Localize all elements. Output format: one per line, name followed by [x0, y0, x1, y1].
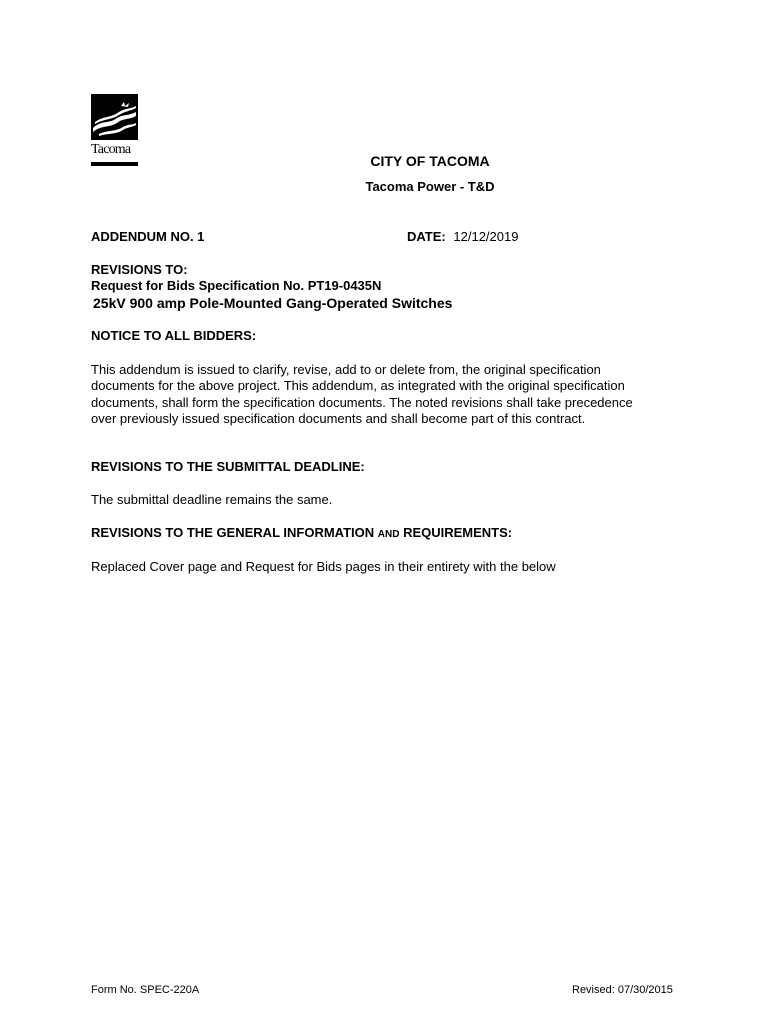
revisions-heading: REVISIONS TO: — [91, 262, 188, 277]
general-heading-start: REVISIONS TO THE GENERAL INFORMATION — [91, 525, 375, 540]
notice-line: documents, shall form the specification documents. The noted revisions shall take precedence — [91, 394, 633, 410]
notice-line: documents for the above project. This addendum, as integrated with the original specification — [91, 378, 625, 394]
tacoma-logo — [91, 94, 138, 166]
logo-wordmark: Tacoma — [91, 142, 131, 157]
revised-date: Revised: 07/30/2015 — [572, 984, 673, 996]
general-heading-end: REQUIREMENTS: — [403, 525, 513, 540]
addendum-number: ADDENDUM NO. 1 — [91, 229, 205, 244]
addendum-date — [407, 229, 518, 244]
notice-paragraph — [91, 362, 691, 428]
general-info-heading — [91, 525, 512, 540]
request-for-bids-spec: Request for Bids Specification No. PT19-0435N — [91, 278, 382, 293]
submittal-deadline-heading: REVISIONS TO THE SUBMITTAL DEADLINE: — [91, 459, 365, 474]
notice-line: over previously issued specification documents and shall become part of this contract. — [91, 411, 586, 427]
submittal-deadline-text: The submittal deadline remains the same. — [91, 492, 333, 507]
general-heading-and: AND — [377, 529, 400, 540]
form-number: Form No. SPEC-220A — [91, 984, 200, 996]
project-title: 25kV 900 amp Pole-Mounted Gang-Operated Switches — [93, 295, 453, 311]
department-title: Tacoma Power - T&D — [365, 179, 495, 194]
notice-heading: NOTICE TO ALL BIDDERS: — [91, 328, 257, 343]
notice-line: This addendum is issued to clarify, revise, add to or delete from, the original specification — [91, 362, 601, 377]
city-title: CITY OF TACOMA — [370, 153, 490, 169]
date-value: 12/12/2019 — [453, 229, 519, 244]
general-info-text: Replaced Cover page and Request for Bids pages in their entirety with the below — [91, 559, 556, 574]
date-label: DATE: — [407, 229, 446, 244]
